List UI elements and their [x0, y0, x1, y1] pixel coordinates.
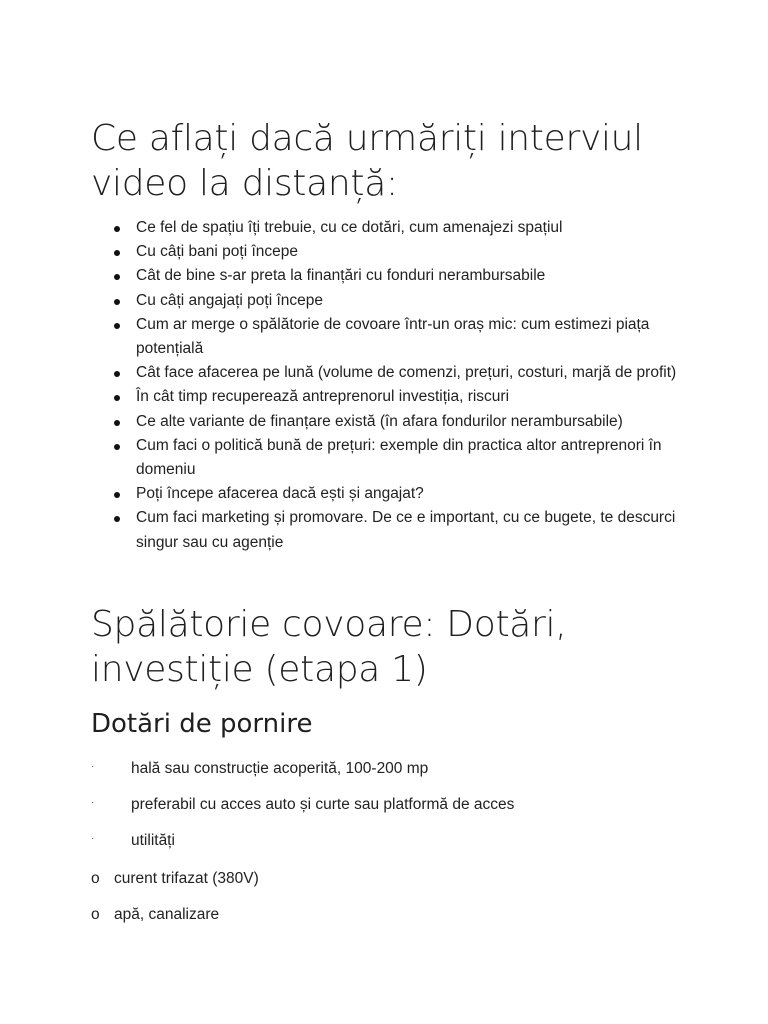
- list-item: [107, 434, 687, 482]
- interview-topics-list: [107, 216, 687, 555]
- bullet-dot-icon: [114, 516, 120, 522]
- bullet-dot-icon: [114, 250, 120, 256]
- list-item-text: Cât de bine s-ar preta la finanțări cu fonduri nerambursabile: [136, 267, 546, 285]
- list-item-text: Ce alte variante de finanțare există (în afara fondurilor nerambursabile): [136, 412, 623, 430]
- list-item: [107, 361, 687, 385]
- list-item: [107, 240, 687, 264]
- list-item-text: preferabil cu acces auto și curte sau platformă de acces: [131, 796, 515, 813]
- list-item-text: Cu câți bani poți începe: [136, 243, 298, 261]
- list-marker: ·: [91, 761, 95, 772]
- list-item-text: hală sau construcție acoperită, 100-200 mp: [131, 760, 429, 777]
- subheading-startup-equipment: Dotări de pornire: [91, 709, 313, 739]
- list-item: [91, 869, 691, 889]
- list-item: [107, 410, 687, 434]
- list-item: [107, 313, 687, 361]
- list-marker: ·: [91, 797, 95, 808]
- list-item-text: utilități: [131, 832, 175, 849]
- list-item: [107, 264, 687, 288]
- bullet-dot-icon: [114, 492, 120, 498]
- list-item: [107, 216, 687, 240]
- list-item-text: Ce fel de spațiu îți trebuie, cu ce dotări, cum amenajezi spațiul: [136, 219, 563, 236]
- bullet-dot-icon: [114, 226, 120, 232]
- bullet-dot-icon: [114, 323, 120, 329]
- list-item-text: apă, canalizare: [114, 906, 220, 923]
- bullet-dot-icon: [114, 444, 120, 450]
- list-item-text: Cum faci marketing și promovare. De ce e important, cu ce bugete, te descurci singur sau cu agenție: [136, 509, 676, 551]
- list-item-text: curent trifazat (380V): [114, 870, 259, 887]
- list-item: [91, 795, 691, 815]
- list-item-text: Cu câți angajați poți începe: [136, 291, 323, 309]
- list-item: [107, 289, 687, 313]
- list-item: [107, 482, 687, 506]
- section-heading-interview: Ce aflați dacă urmăriți interviul video la distanță:: [91, 118, 643, 204]
- list-item-text: Cum ar merge o spălătorie de covoare într-un oraș mic: cum estimezi piața potențială: [136, 315, 650, 358]
- bullet-dot-icon: [114, 299, 120, 305]
- bullet-dot-icon: [114, 371, 120, 377]
- list-item: [91, 831, 691, 851]
- list-marker: o: [91, 906, 100, 923]
- section-heading-equipment-investment: Spălătorie covoare: Dotări, investiție (etapa 1): [91, 604, 567, 690]
- list-item-text: Cât face afacerea pe lună (volume de comenzi, prețuri, costuri, marjă de profit): [136, 364, 677, 382]
- list-item: [91, 905, 691, 925]
- list-item: [107, 506, 687, 554]
- list-item: [107, 385, 687, 409]
- bullet-dot-icon: [114, 395, 120, 401]
- list-item-text: Poți începe afacerea dacă ești și angajat?: [136, 485, 424, 503]
- list-item-text: În cât timp recuperează antreprenorul investiția, riscuri: [136, 388, 510, 406]
- bullet-dot-icon: [114, 420, 120, 426]
- list-marker: o: [91, 870, 100, 887]
- list-item-text: Cum faci o politică bună de prețuri: exemple din practica altor antreprenori în domeniu: [136, 436, 662, 479]
- bullet-dot-icon: [114, 274, 120, 280]
- list-marker: ·: [91, 833, 95, 844]
- list-item: [91, 759, 691, 779]
